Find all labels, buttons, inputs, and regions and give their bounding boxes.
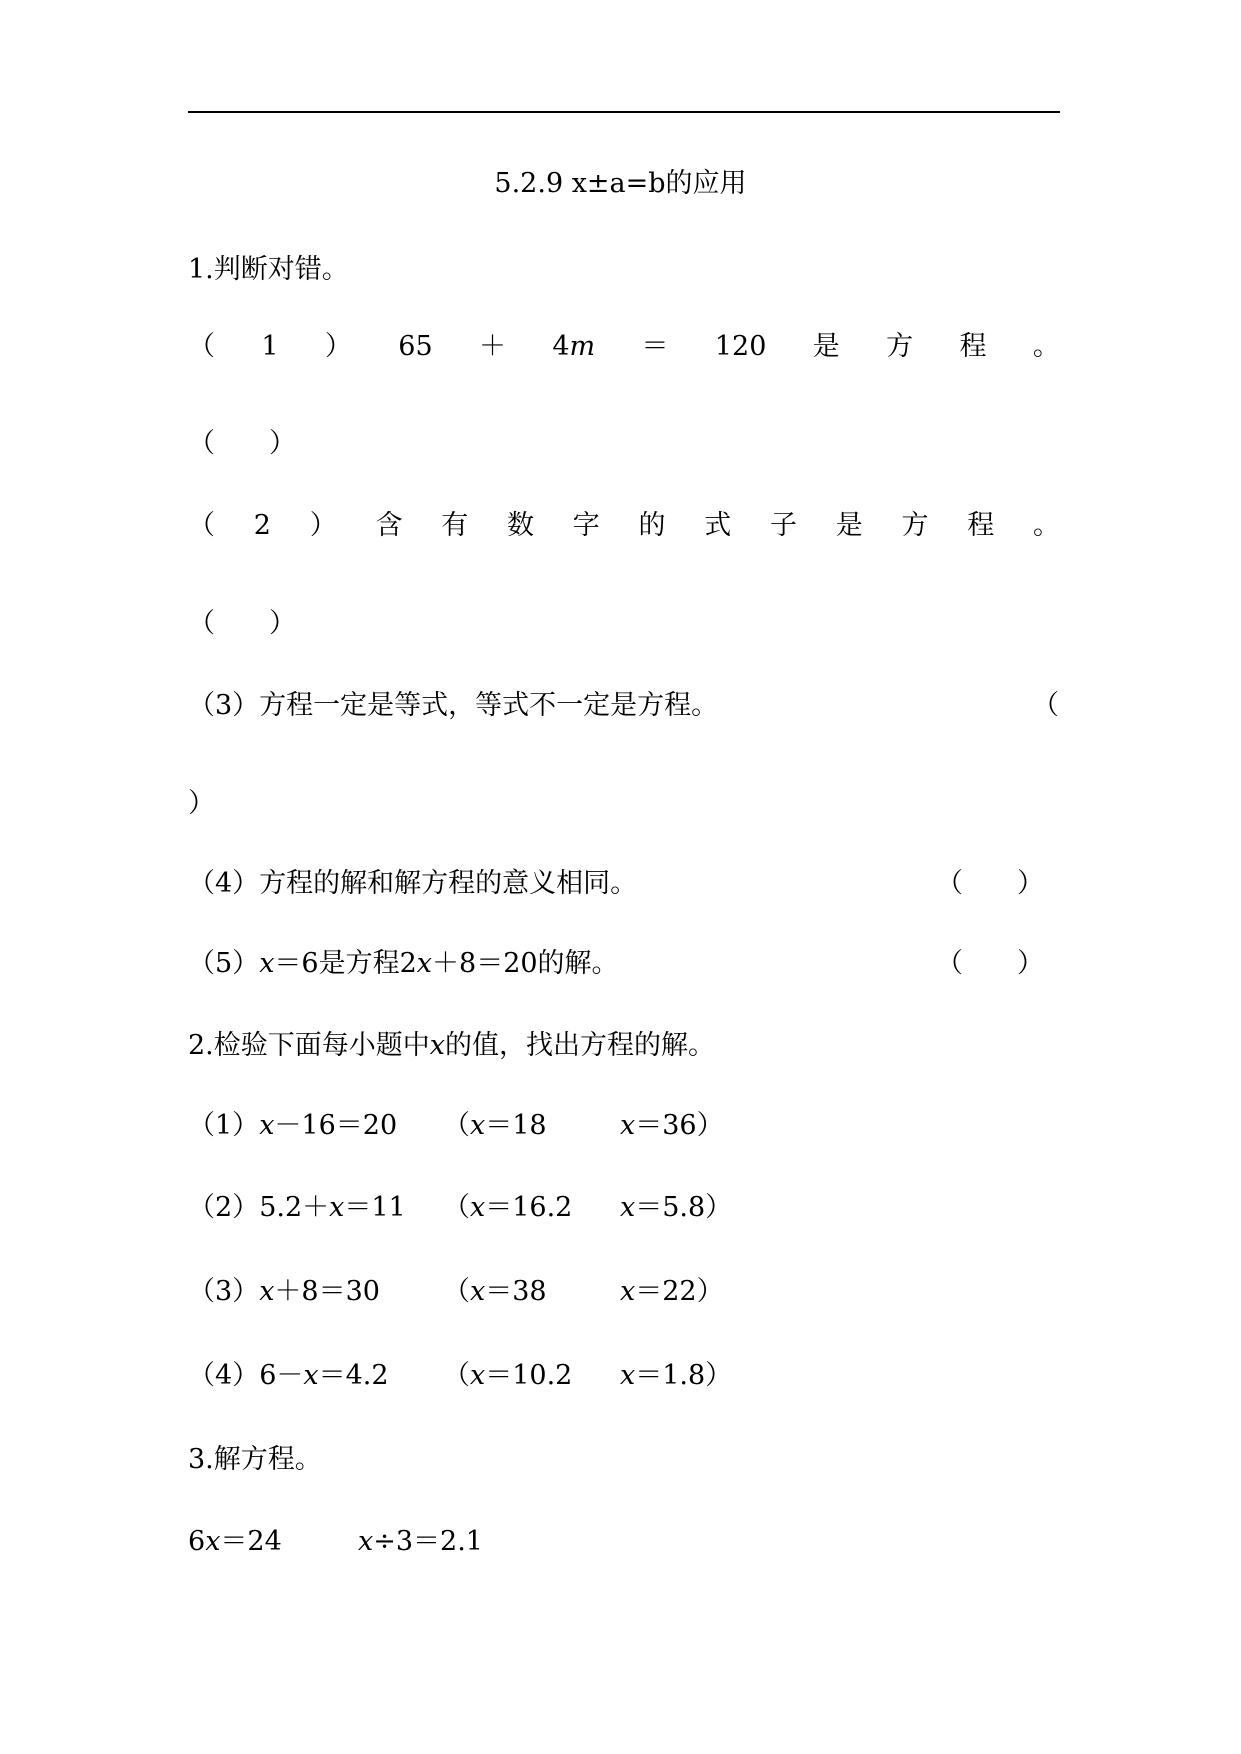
c2-post: ＝36） [635,1110,724,1141]
c1-pre: （ [443,1110,470,1141]
q3-equation-2 [358,1524,483,1560]
eq-post: ＝11 [344,1192,406,1223]
token: 120 [714,331,767,362]
token: 数 [506,510,534,541]
q3-eq1-var: x [205,1526,221,1557]
row-label: （2） [188,1192,260,1223]
q3-eq1-post: ＝24 [220,1526,282,1557]
q2-row-4-equation [188,1358,389,1394]
c2-var: x [620,1276,636,1307]
token: 2 [253,510,271,541]
row-label: （4） [188,1360,260,1391]
page-title: 5.2.9 x±a=b的应用 [494,168,747,199]
q2-row-2-candidate-2 [620,1190,732,1226]
token: 程 [967,510,995,541]
q2-heading-var: x [429,1030,445,1061]
token: 。 [1032,510,1060,541]
token: 式 [704,510,732,541]
token: 方 [901,510,929,541]
q2-row-1-equation [188,1108,397,1144]
q1-heading: 1.判断对错。 [188,254,349,285]
eq-pre: 6－ [259,1360,304,1391]
q2-heading [188,1028,715,1064]
row-label: （1） [188,1110,260,1141]
token: （ [188,510,215,541]
q2-row-4-candidate-1 [443,1358,572,1394]
c1-pre: （ [443,1276,470,1307]
q2-row-2-equation [188,1190,406,1226]
q3-eq2-post: ÷3＝2.1 [373,1526,483,1557]
token: ＋ [478,331,506,362]
q1-item5-var: x [259,948,275,979]
c1-pre: （ [443,1192,470,1223]
eq-pre: 5.2＋ [259,1192,330,1223]
c2-var: x [620,1360,636,1391]
q1-item4: （4）方程的解和解方程的意义相同。 [188,868,638,899]
eq-post: ＋8＝30 [274,1276,380,1307]
token: 65 [398,331,433,362]
q3-heading: 3.解方程。 [188,1444,322,1475]
eq-post: －16＝20 [274,1110,398,1141]
q1-item5-suffix: ＋8＝20的解。 [432,948,619,979]
token: 程 [959,331,987,362]
q1-item3-paren-close: ） [188,788,215,819]
token-4m: 4m [552,331,596,362]
eq-var: x [329,1192,345,1223]
q1-item5-var2: x [416,948,433,979]
eq-var: x [303,1360,319,1391]
q1-item4-answer-paren: （ ） [936,868,1044,899]
q1-item5-prefix: （5） [188,948,260,979]
eq-var: x [259,1276,275,1307]
q1-item3-paren-open: （ [1032,690,1059,721]
header-rule [188,111,1060,113]
q2-row-1-candidate-1 [443,1108,547,1144]
token: ＝ [641,331,669,362]
q1-item1-answer-paren: （ ） [188,428,296,459]
c1-var: x [470,1110,486,1141]
token: 的 [638,510,666,541]
c2-post: ＝1.8） [635,1360,733,1391]
q2-row-2-candidate-1 [443,1190,572,1226]
c1-var: x [470,1192,486,1223]
q1-item5-answer-paren: （ ） [936,948,1044,979]
c2-post: ＝5.8） [635,1192,733,1223]
eq-post: ＝4.2 [318,1360,389,1391]
c2-var: x [620,1192,636,1223]
token: ） [324,331,352,362]
q1-item3: （3）方程一定是等式，等式不一定是方程。 [188,690,719,721]
q3-eq2-var: x [358,1526,374,1557]
q1-item1 [188,329,1060,365]
q2-row-3-candidate-2 [620,1274,724,1310]
c1-var: x [470,1360,486,1391]
row-label: （3） [188,1276,260,1307]
q2-row-4-candidate-2 [620,1358,732,1394]
c2-post: ＝22） [635,1276,724,1307]
token: 是 [812,331,840,362]
q2-heading-prefix: 2.检验下面每小题中 [188,1030,430,1061]
c2-var: x [620,1110,636,1141]
eq-var: x [259,1110,275,1141]
token: 字 [572,510,600,541]
q3-equation-1 [188,1524,282,1560]
q1-item2-answer-paren: （ ） [188,608,296,639]
c1-post: ＝10.2 [485,1360,573,1391]
token: 1 [261,331,279,362]
token: 方 [886,331,914,362]
q2-heading-suffix: 的值，找出方程的解。 [445,1030,715,1061]
token: 有 [441,510,469,541]
q1-item2 [188,508,1060,544]
q1-item5 [188,946,619,982]
token: ） [309,510,337,541]
q3-eq1-pre: 6 [188,1526,206,1557]
q2-row-1-candidate-2 [620,1108,724,1144]
c1-post: ＝18 [485,1110,547,1141]
q1-item5-middle: ＝6是方程2 [274,948,417,979]
token: 含 [375,510,403,541]
token: 是 [835,510,863,541]
q2-row-3-equation [188,1274,380,1310]
c1-post: ＝16.2 [485,1192,573,1223]
c1-pre: （ [443,1360,470,1391]
token: 。 [1032,331,1060,362]
c1-var: x [470,1276,486,1307]
token: （ [188,331,215,362]
c1-post: ＝38 [485,1276,547,1307]
token: 子 [769,510,797,541]
q2-row-3-candidate-1 [443,1274,547,1310]
